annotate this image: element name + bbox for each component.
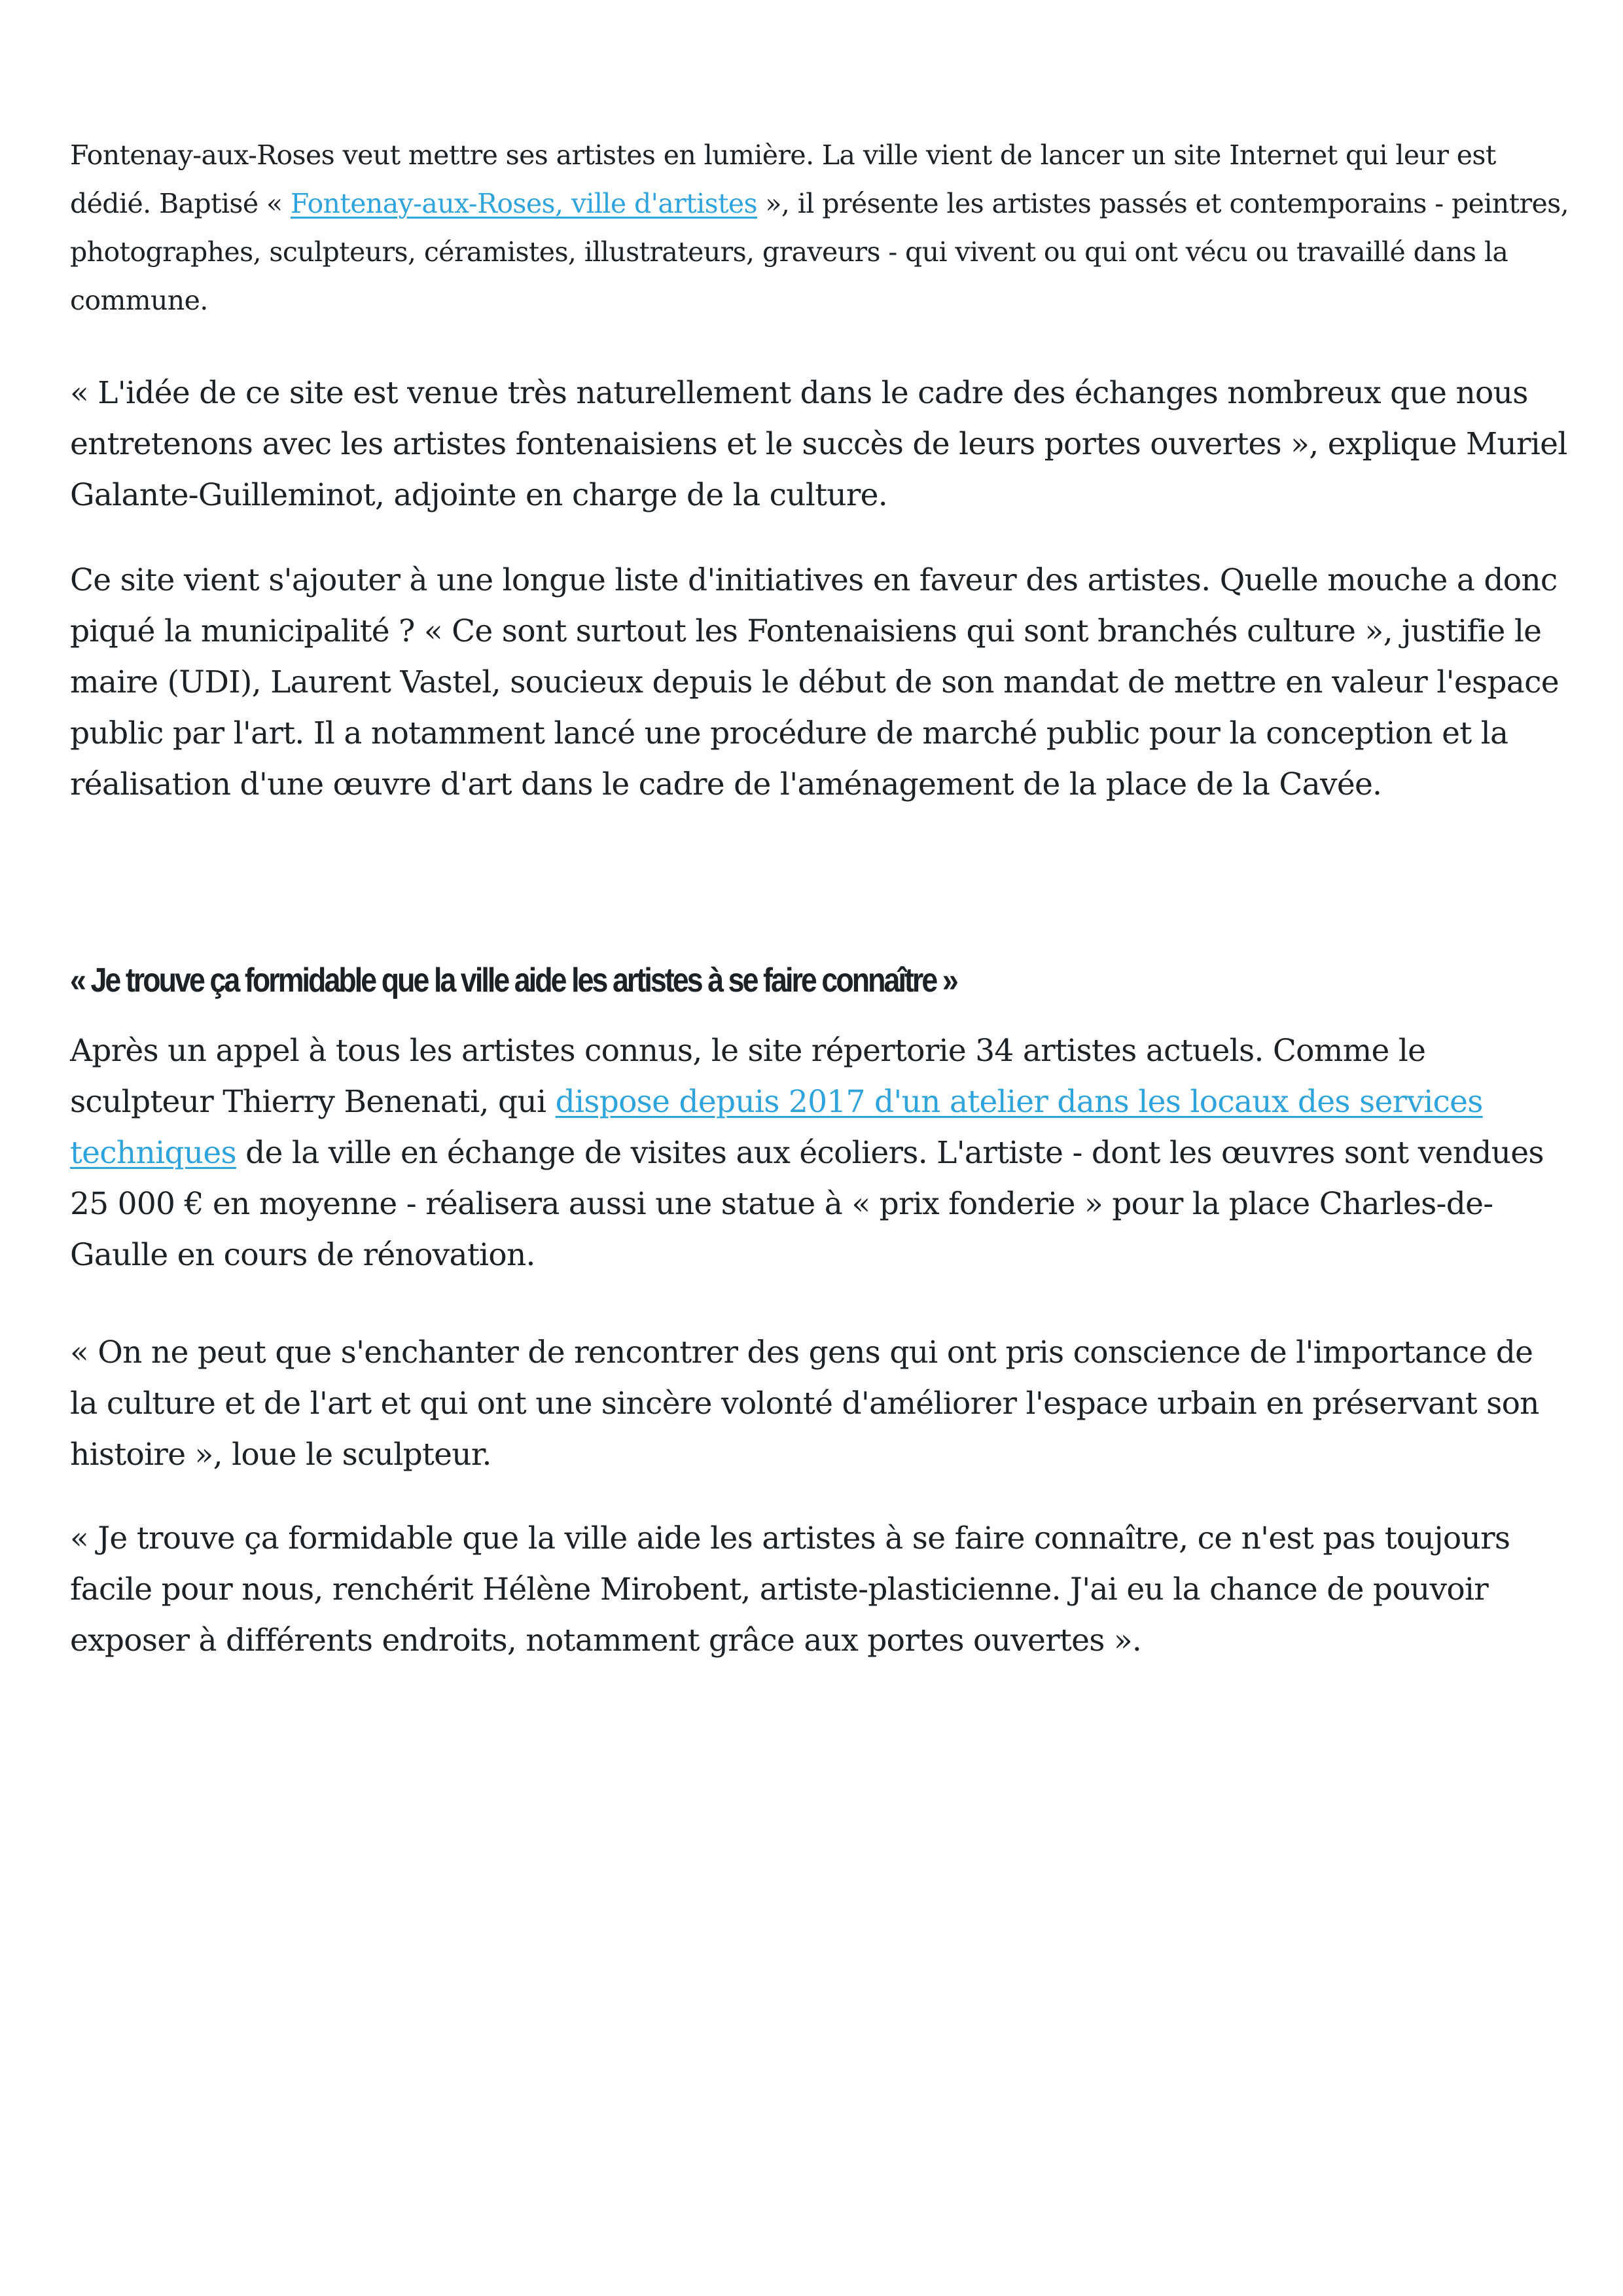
paragraph-municipality-initiatives: Ce site vient s'ajouter à une longue liste d'initiatives en faveur des artistes. Quelle mouche a donc piqué la municipalité ? « Ce sont surtout les Fontenaisiens qui sont branchés culture », justifie le maire (UDI), Laurent Vastel, soucieux depuis le début de son mandat de mettre en valeur l'espace public par l'art. Il a notamment lancé une procédure de marché public pour la conception et la réalisation d'une œuvre d'art dans le cadre de l'aménagement de la place de la Cavée. — [70, 562, 1559, 802]
atelier-article-link[interactable]: dispose depuis 2017 d'un atelier dans les locaux des services techniques — [70, 1084, 1483, 1171]
intro-text-after-link: », il présente les artistes passés et contemporains - peintres, photographes, sculpteurs, céramistes, illustrateurs, graveurs - qui vivent ou qui ont vécu ou travaillé dans la commune. — [70, 188, 1569, 316]
intro-paragraph — [70, 131, 1569, 325]
intro-text-before-link: Fontenay-aux-Roses veut mettre ses artistes en lumière. La ville vient de lancer un site Internet qui leur est dédié. Baptisé « — [70, 139, 1496, 219]
site-link-ville-d-artistes[interactable]: Fontenay-aux-Roses, ville d'artistes — [290, 188, 757, 219]
paragraph-sculptor-benenati — [70, 1026, 1569, 1281]
p3-text-before-link: Après un appel à tous les artistes connus, le site répertorie 34 artistes actuels. Comme le sculpteur Thierry Benenati, qui — [70, 1033, 1426, 1120]
p3-text-after-link: de la ville en échange de visites aux écoliers. L'artiste - dont les œuvres sont vendues 25 000 € en moyenne - réalisera aussi une statue à « prix fonderie » pour la place Charles-de-Gaulle en cours de rénovation. — [70, 1135, 1544, 1273]
quote-paragraph-adjointe: « L'idée de ce site est venue très naturellement dans le cadre des échanges nombreux que nous entretenons avec les artistes fontenaisiens et le succès de leurs portes ouvertes », explique Muriel Galante-Guilleminot, adjointe en charge de la culture. — [70, 375, 1567, 513]
quote-paragraph-mirobent: « Je trouve ça formidable que la ville aide les artistes à se faire connaître, ce n'est pas toujours facile pour nous, renchérit Hélène Mirobent, artiste-plasticienne. J'ai eu la chance de pouvoir exposer à différents endroits, notamment grâce aux portes ouvertes ». — [70, 1520, 1510, 1659]
section-subheading: « Je trouve ça formidable que la ville aide les artistes à se faire connaître » — [70, 961, 957, 999]
quote-paragraph-sculptor: « On ne peut que s'enchanter de rencontrer des gens qui ont pris conscience de l'importance de la culture et de l'art et qui ont une sincère volonté d'améliorer l'espace urbain en préservant son histoire », loue le sculpteur. — [70, 1335, 1539, 1473]
